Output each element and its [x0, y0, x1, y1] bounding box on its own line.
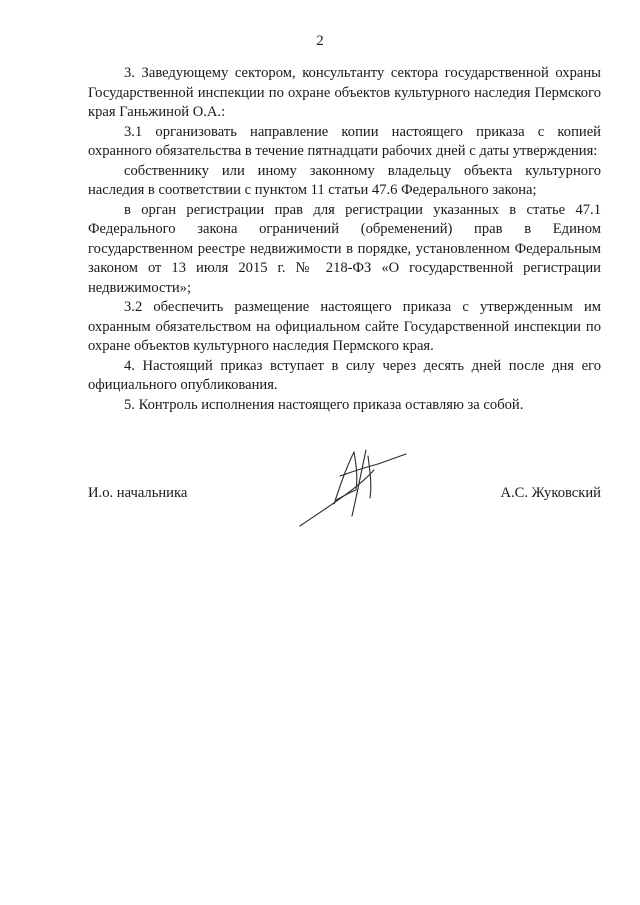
paragraph-5: 5. Контроль исполнения настоящего приказа оставляю за собой. — [124, 396, 524, 413]
signature-stroke — [336, 490, 356, 500]
paragraph-3-1: 3.1 организовать направление копии настоящего приказа с копией охранного обязательства в течение пятнадцати рабочих дней с даты утверждения: — [88, 123, 601, 159]
signer-name: А.С. Жуковский — [500, 485, 601, 501]
signature-stroke — [378, 454, 406, 464]
document-body — [88, 64, 601, 415]
paragraph-4: 4. Настоящий приказ вступает в силу через десять дней после дня его официального опубликования. — [88, 357, 601, 393]
signature-stroke — [300, 470, 374, 526]
signature-stroke — [368, 456, 371, 498]
signer-title: И.о. начальника — [88, 485, 188, 501]
paragraph-owner: собственнику или иному законному владельцу объекта культурного наследия в соответствии с пунктом 11 статьи 47.6 Федерального закона; — [88, 162, 601, 198]
paragraph-registration: в орган регистрации прав для регистрации указанных в статье 47.1 Федерального закона ограничений (обременений) прав в Едином государственном реестре недвижимости в порядке, установленном Федеральным законом от 13 июля 2015 г. № 218-ФЗ «О государственной регистрации недвижимости»; — [88, 201, 601, 296]
paragraph-3: 3. Заведующему сектором, консультанту сектора государственной охраны Государственной инспекции по охране объектов культурного наследия Пермского края Ганьжиной О.А.: — [88, 65, 601, 120]
signature-stroke — [352, 450, 366, 516]
handwritten-signature — [296, 446, 416, 530]
paragraph-3-2: 3.2 обеспечить размещение настоящего приказа с утвержденным им охранным обязательством на официальном сайте Государственной инспекции по охране объектов культурного наследия Пермского края. — [88, 299, 601, 354]
page-number: 2 — [316, 33, 324, 49]
